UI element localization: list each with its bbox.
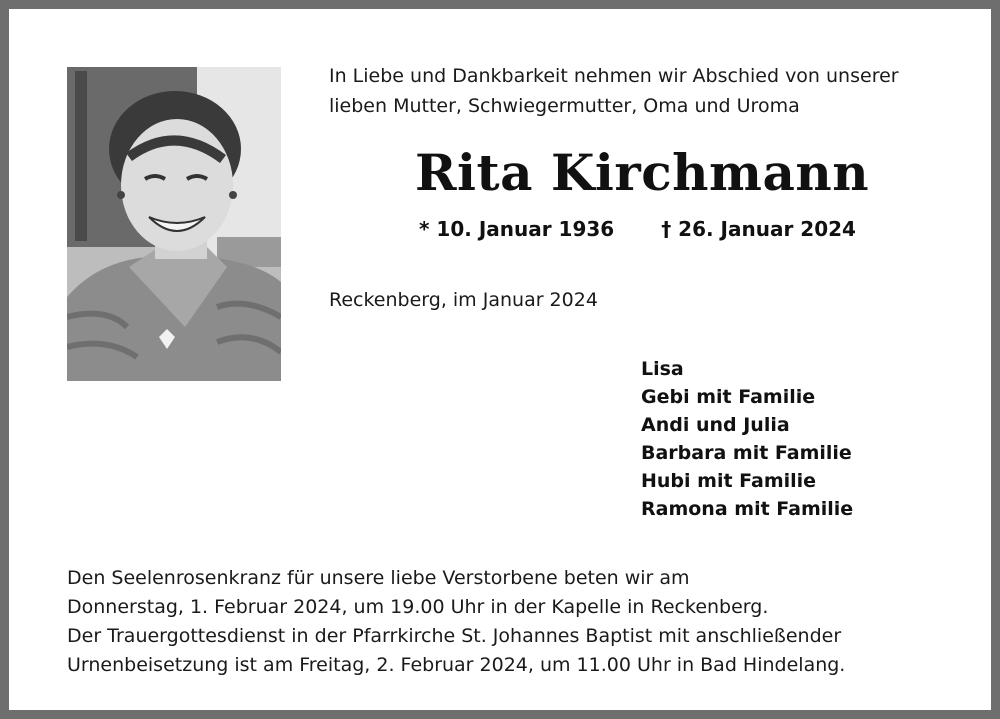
mourner-name: Lisa	[641, 358, 684, 380]
birth-date: * 10. Januar 1936	[419, 217, 615, 241]
service-line: Den Seelenrosenkranz für unsere liebe Verstorbene beten wir am	[67, 567, 690, 589]
place-date: Reckenberg, im Januar 2024	[329, 289, 598, 311]
service-line: Der Trauergottesdienst in der Pfarrkirche St. Johannes Baptist mit anschließender	[67, 625, 842, 647]
mourner-name: Gebi mit Familie	[641, 386, 816, 408]
service-line: Donnerstag, 1. Februar 2024, um 19.00 Uhr in der Kapelle in Reckenberg.	[67, 596, 769, 618]
death-date: † 26. Januar 2024	[661, 217, 856, 241]
mourner-name: Ramona mit Familie	[641, 498, 854, 520]
mourners-list	[641, 355, 853, 523]
intro-text	[329, 61, 899, 121]
mourner-name: Hubi mit Familie	[641, 470, 817, 492]
portrait-photo	[67, 67, 281, 381]
mourner-name: Andi und Julia	[641, 414, 790, 436]
life-dates	[419, 217, 856, 241]
intro-line: In Liebe und Dankbarkeit nehmen wir Abschied von unserer	[329, 65, 899, 87]
obituary-notice	[9, 9, 991, 710]
service-line: Urnenbeisetzung ist am Freitag, 2. Februar 2024, um 11.00 Uhr in Bad Hindelang.	[67, 654, 846, 676]
deceased-name: Rita Kirchmann	[415, 143, 870, 202]
intro-line: lieben Mutter, Schwiegermutter, Oma und Uroma	[329, 95, 800, 117]
mourner-name: Barbara mit Familie	[641, 442, 852, 464]
service-information	[67, 564, 845, 680]
